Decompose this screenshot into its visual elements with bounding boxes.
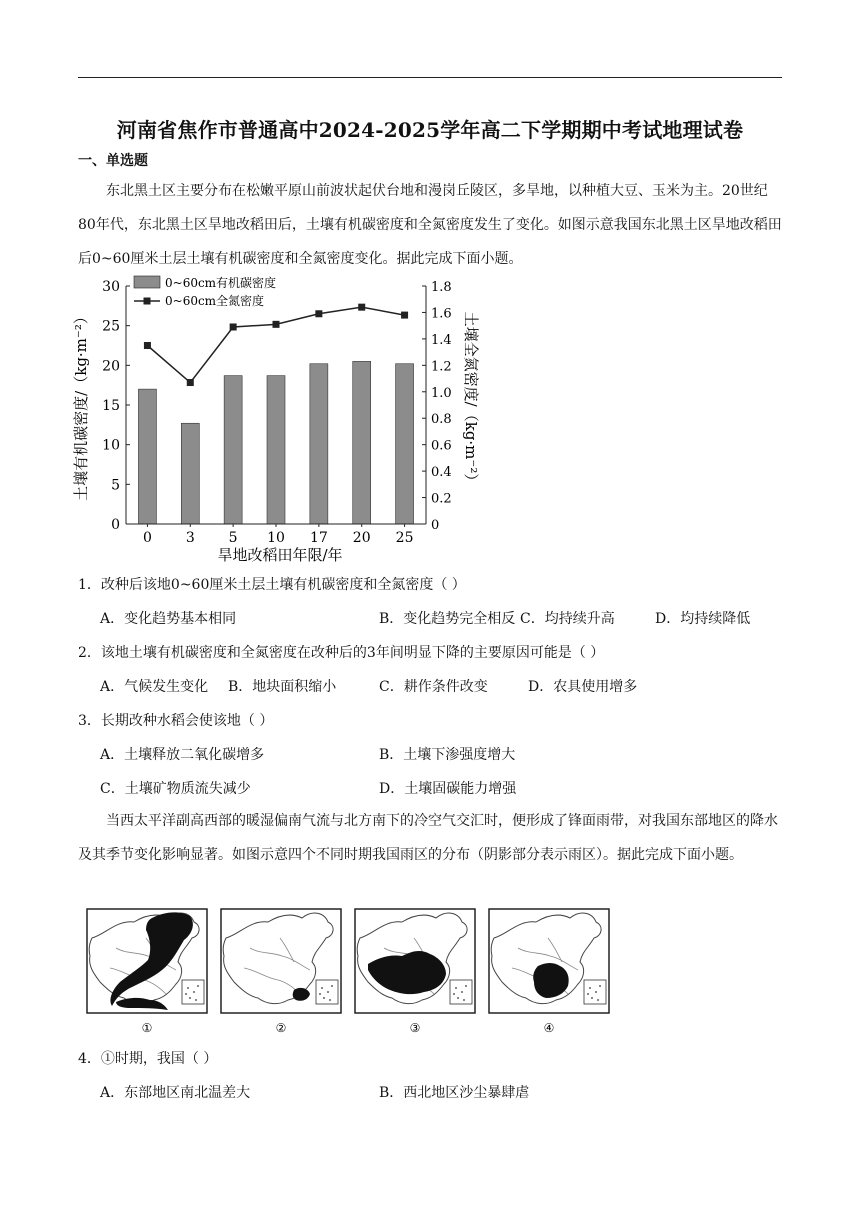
soil-chart [70, 270, 490, 570]
question-3-option-d[interactable]: D．土壤固碳能力增强 [379, 781, 517, 797]
bar-20 [353, 361, 371, 524]
nitrogen-point-0 [144, 342, 151, 349]
question-2-option-c[interactable]: C．耕作条件改变 [379, 679, 488, 695]
question-3-option-a[interactable]: A．土壤释放二氧化碳增多 [100, 747, 265, 763]
nitrogen-point-3 [187, 379, 194, 386]
legend-bar-swatch [134, 276, 160, 288]
rain-map-3 [355, 909, 475, 1035]
nitrogen-point-20 [358, 304, 365, 311]
x-tick-label: 20 [352, 530, 371, 546]
question-1-stem: 1．改种后该地0~60厘米土层土壤有机碳密度和全氮密度（ ） [78, 577, 466, 593]
y-right-tick-label: 1.4 [431, 332, 452, 348]
question-4-option-a[interactable]: A．东部地区南北温差大 [100, 1085, 251, 1101]
x-tick-label: 0 [142, 530, 152, 546]
bar-0 [138, 389, 156, 524]
y-left-tick-label: 30 [102, 279, 120, 295]
y-right-tick-label: 0.2 [431, 491, 452, 507]
y-left-tick-label: 5 [111, 477, 120, 494]
question-4-option-b[interactable]: B．西北地区沙尘暴肆虐 [379, 1085, 530, 1101]
map-label-1: ① [141, 1021, 153, 1035]
y-right-tick-label: 0.8 [431, 412, 452, 428]
bar-5 [224, 376, 242, 524]
y-right-tick-label: 1.8 [431, 280, 452, 295]
legend-line-label: 0~60cm全氮密度 [165, 294, 265, 308]
y-left-tick-label: 20 [102, 358, 120, 375]
bar-10 [267, 376, 285, 524]
y-right-tick-label: 0 [431, 518, 440, 533]
question-2-option-d[interactable]: D．农具使用增多 [528, 679, 638, 695]
y-axis-left-label: 土壤有机碳密度/（kg·m⁻²） [72, 309, 90, 501]
y-left-tick-label: 0 [111, 517, 120, 533]
y-right-tick-label: 0.6 [431, 438, 452, 454]
question-3-option-c[interactable]: C．土壤矿物质流失减少 [100, 781, 251, 797]
nitrogen-point-5 [230, 323, 237, 330]
x-tick-label: 5 [228, 530, 238, 546]
passage-1: 东北黑土区主要分布在松嫩平原山前波状起伏台地和漫岗丘陵区，多旱地，以种植大豆、玉米为主。20世纪80年代，东北黑土区旱地改稻田后，土壤有机碳密度和全氮密度发生了变化。如图示意我国东北黑土区旱地改稻田后0~60厘米土层土壤有机碳密度和全氮密度变化。据此完成下面小题。 [78, 183, 782, 267]
x-tick-label: 10 [267, 530, 285, 546]
y-right-tick-label: 1.0 [431, 385, 452, 401]
nitrogen-point-10 [273, 321, 280, 328]
question-3-stem: 3．长期改种水稻会使该地（ ） [78, 713, 274, 729]
x-axis-label: 旱地改稻田年限/年 [217, 546, 343, 564]
y-left-tick-label: 10 [102, 437, 120, 454]
y-right-tick-label: 0.4 [431, 465, 452, 481]
question-2-option-a[interactable]: A．气候发生变化 [100, 679, 209, 695]
bar-17 [310, 364, 328, 524]
question-2-option-b[interactable]: B．地块面积缩小 [228, 679, 337, 695]
y-axis-right-label: 土壤全氮密度/（kg·m⁻²） [462, 311, 480, 489]
y-right-tick-label: 1.6 [431, 306, 452, 322]
map-label-2: ② [275, 1021, 287, 1035]
header-rule [78, 77, 782, 78]
nitrogen-point-25 [401, 312, 408, 319]
map-label-4: ④ [543, 1021, 555, 1035]
x-tick-label: 17 [309, 530, 328, 546]
question-1-option-d[interactable]: D．均持续降低 [655, 611, 751, 627]
y-left-tick-label: 15 [102, 398, 120, 414]
rain-map-2 [221, 909, 341, 1035]
passage-2: 当西太平洋副高西部的暖湿偏南气流与北方南下的冷空气交汇时，便形成了锋面雨带，对我国东部地区的降水及其季节变化影响显著。如图示意四个不同时期我国雨区的分布（阴影部分表示雨区）。据此完成下面小题。 [78, 813, 778, 863]
map-label-3: ③ [409, 1021, 421, 1035]
x-tick-label: 25 [395, 530, 414, 546]
x-tick-label: 3 [185, 530, 195, 546]
question-4-stem: 4．①时期，我国（ ） [78, 1051, 218, 1067]
bar-3 [181, 423, 199, 524]
y-right-tick-label: 1.2 [431, 359, 452, 375]
question-2-stem: 2．该地土壤有机碳密度和全氮密度在改种后的3年间明显下降的主要原因可能是（ ） [78, 645, 605, 661]
legend-bar-label: 0~60cm有机碳密度 [165, 276, 277, 290]
rain-belt-maps [86, 908, 614, 1038]
section-title: 一、单选题 [78, 153, 148, 169]
rain-map-4 [489, 909, 609, 1035]
rain-map-1 [87, 909, 207, 1035]
question-1-option-c[interactable]: C．均持续升高 [520, 611, 615, 627]
legend-line-marker [144, 298, 151, 305]
page-title: 河南省焦作市普通高中2024-2025学年高二下学期期中考试地理试卷 [116, 118, 744, 142]
question-1-option-b[interactable]: B．变化趋势完全相反 [379, 611, 516, 627]
question-3-option-b[interactable]: B．土壤下渗强度增大 [379, 747, 516, 763]
question-1-option-a[interactable]: A．变化趋势基本相同 [100, 611, 237, 627]
nitrogen-point-17 [315, 310, 322, 317]
bar-25 [396, 364, 414, 524]
y-left-tick-label: 25 [102, 318, 120, 335]
